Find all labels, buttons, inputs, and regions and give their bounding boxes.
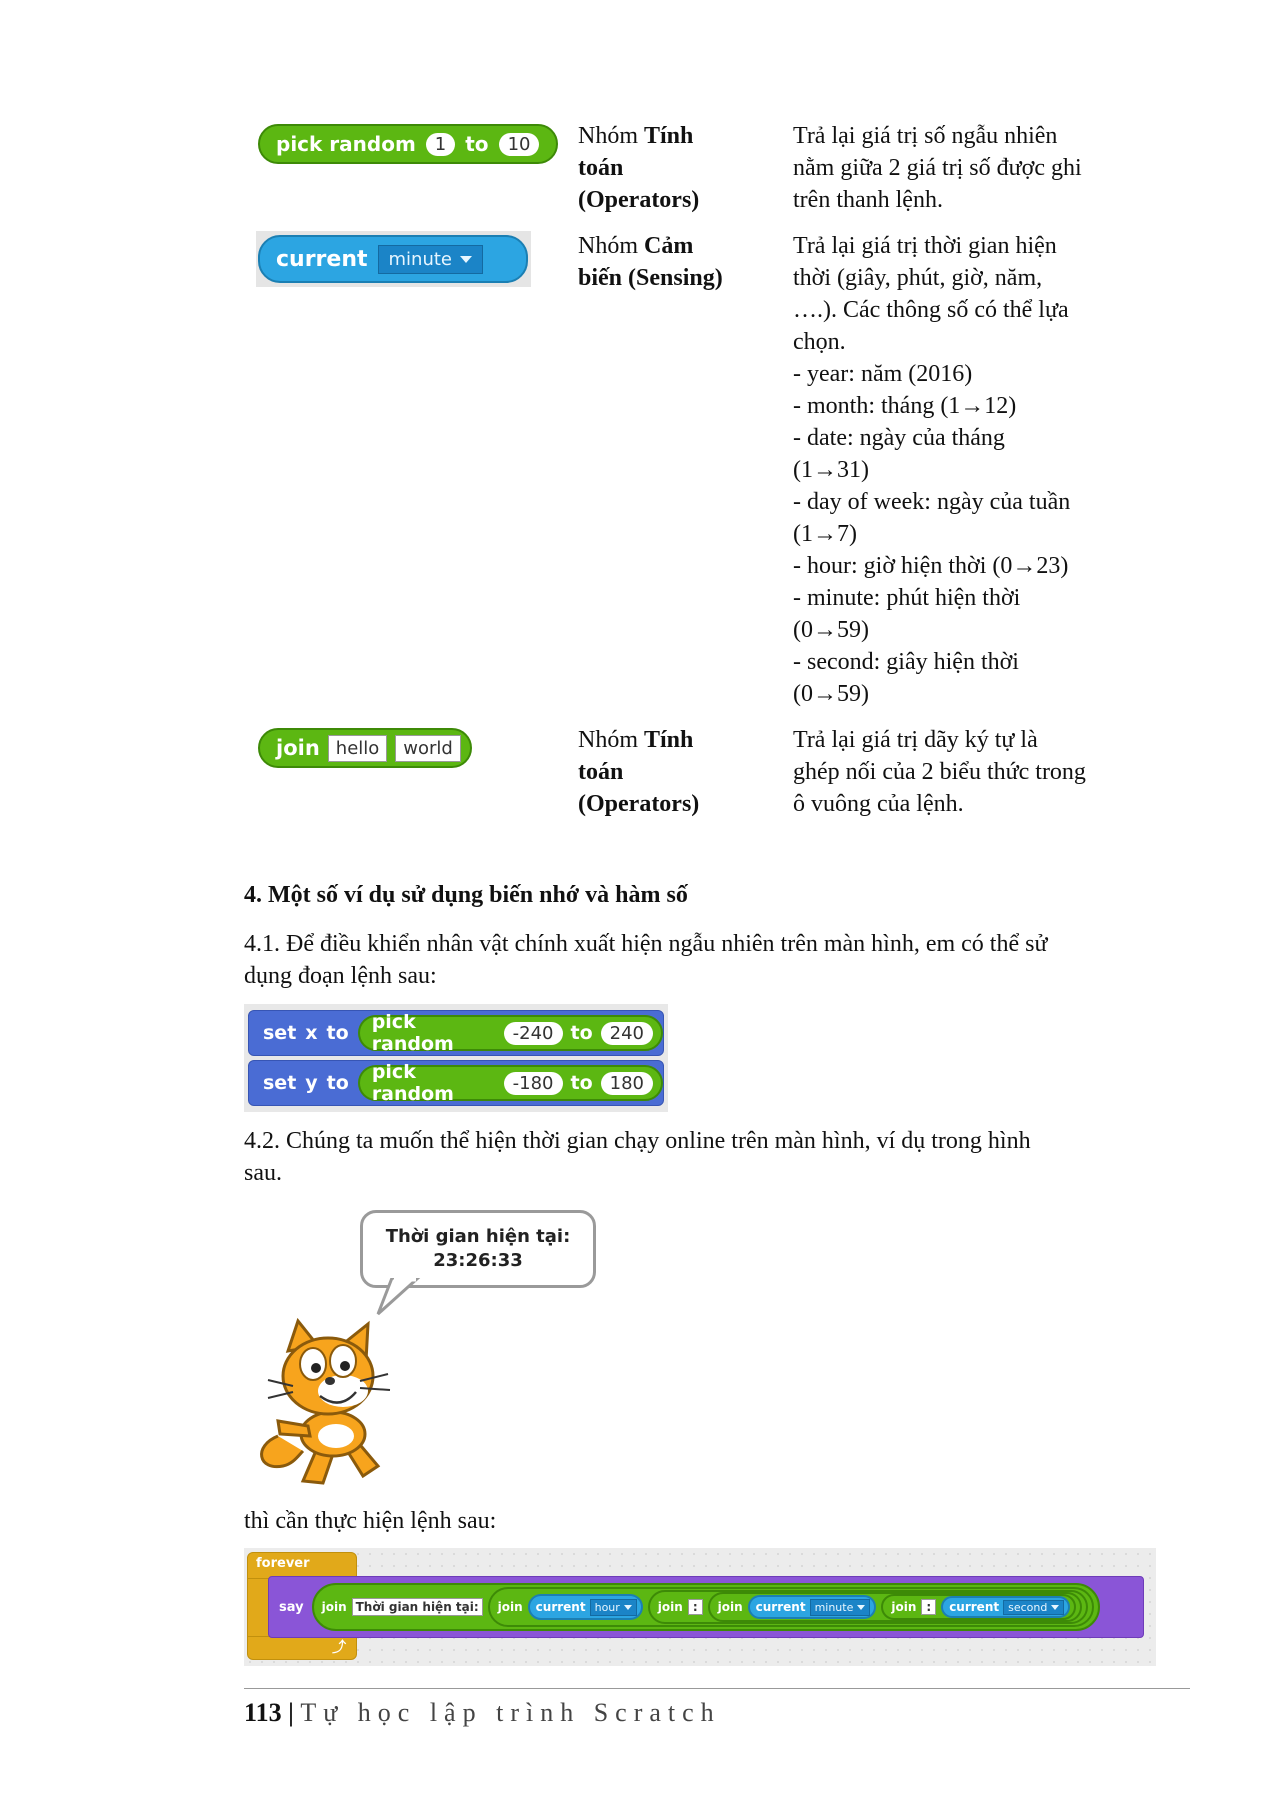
current-block (941, 1596, 1070, 1618)
option-dropdown (810, 1599, 871, 1616)
number-slot: 240 (601, 1022, 653, 1045)
chevron-down-icon (1051, 1605, 1059, 1610)
block-keyword: join (321, 1600, 347, 1614)
description-line: Trả lại giá trị thời gian hiện (793, 233, 1057, 259)
loop-arrow-icon: ⤴ (332, 1640, 346, 1656)
forever-block-bottom (247, 1636, 357, 1660)
block-keyword: forever (256, 1556, 310, 1571)
block-keyword: current (535, 1600, 586, 1614)
group-name: Cảm (644, 233, 694, 259)
dropdown-value: hour (594, 1600, 620, 1614)
group-prefix: Nhóm (578, 727, 644, 753)
set-y-block (248, 1060, 664, 1106)
group-name: Tính (644, 123, 694, 149)
footer-rule (244, 1688, 1190, 1689)
option-dropdown (1003, 1600, 1064, 1615)
description-line: (1→7) (793, 521, 857, 547)
pick-random-block (358, 1011, 663, 1055)
group-name: toán (578, 155, 624, 181)
group-prefix: Nhóm (578, 123, 644, 149)
group-name: Tính (644, 727, 694, 753)
block-keyword: join (891, 1600, 917, 1614)
set-x-block (248, 1010, 664, 1056)
block-keyword: pick random (276, 132, 416, 156)
pick-random-block (358, 1061, 663, 1105)
block-keyword: pick random (371, 1061, 454, 1105)
block-keyword: current (276, 246, 368, 272)
description-line: chọn. (793, 329, 846, 355)
page-footer (244, 1698, 721, 1728)
description-cell-3 (793, 724, 1086, 820)
section-heading: 4. Một số ví dụ sử dụng biến nhớ và hàm số (244, 882, 688, 908)
block-keyword: to (570, 1022, 593, 1044)
description-line: (0→59) (793, 681, 869, 707)
number-slot: -240 (504, 1022, 563, 1045)
block-keyword: pick random (371, 1011, 454, 1055)
description-line: ghép nối của 2 biểu thức trong (793, 759, 1086, 785)
text-slot: hello (328, 735, 388, 762)
book-title: Tự học lập trình Scratch (300, 1698, 721, 1727)
block-keyword: y (305, 1072, 318, 1094)
description-line: Trả lại giá trị số ngẫu nhiên (793, 123, 1058, 149)
block-keyword: join (717, 1600, 743, 1614)
paragraph-line: sau. (244, 1160, 282, 1186)
pick-random-block (258, 124, 558, 164)
number-slot: 1 (426, 133, 455, 156)
dropdown-value: second (1008, 1600, 1048, 1614)
description-line: - minute: phút hiện thời (793, 585, 1021, 611)
current-block (748, 1595, 877, 1619)
motion-script (244, 1004, 668, 1112)
chevron-down-icon (857, 1605, 865, 1610)
text-slot: : (688, 1599, 703, 1615)
block-keyword: x (305, 1022, 318, 1044)
paragraph-line: 4.2. Chúng ta muốn thể hiện thời gian chạy online trên màn hình, ví dụ trong hình (244, 1128, 1031, 1154)
current-block (258, 235, 528, 283)
paragraph-line: dụng đoạn lệnh sau: (244, 963, 437, 989)
block-keyword: join (497, 1600, 523, 1614)
text-slot: Thời gian hiện tại: (352, 1598, 483, 1616)
group-cell-2 (578, 230, 723, 294)
current-block (528, 1594, 643, 1620)
description-line: Trả lại giá trị dãy ký tự là (793, 727, 1038, 753)
paragraph-4-1 (244, 928, 1047, 992)
description-line: - second: giây hiện thời (793, 649, 1019, 675)
block-keyword: current (755, 1600, 806, 1614)
block-keyword: join (276, 736, 320, 760)
join-block (258, 728, 472, 768)
group-name: biến (Sensing) (578, 265, 723, 291)
group-cell-1 (578, 120, 699, 216)
block-keyword: to (326, 1022, 349, 1044)
block-keyword: to (570, 1072, 593, 1094)
block-keyword: to (465, 132, 489, 156)
description-line: (1→31) (793, 457, 869, 483)
join-block (312, 1583, 1101, 1631)
block-keyword: to (326, 1072, 349, 1094)
join-block (488, 1587, 1095, 1627)
description-line: thời (giây, phút, giờ, năm, (793, 265, 1043, 291)
dropdown-value: minute (814, 1600, 854, 1614)
group-name: (Operators) (578, 791, 700, 817)
bubble-line: 23:26:33 (433, 1250, 523, 1271)
description-line: (0→59) (793, 617, 869, 643)
text-slot: world (395, 735, 461, 762)
group-name: (Operators) (578, 187, 700, 213)
description-line: ô vuông của lệnh. (793, 791, 964, 817)
block-keyword: join (657, 1600, 683, 1614)
option-dropdown (590, 1599, 637, 1616)
text-slot: : (921, 1599, 936, 1615)
group-prefix: Nhóm (578, 233, 644, 259)
description-line: trên thanh lệnh. (793, 187, 943, 213)
footer-separator: | (288, 1698, 294, 1727)
group-name: toán (578, 759, 624, 785)
scratch-cat-icon (248, 1316, 418, 1486)
group-cell-3 (578, 724, 699, 820)
speech-bubble (360, 1210, 596, 1288)
description-line: - year: năm (2016) (793, 361, 973, 387)
dropdown-value: minute (388, 248, 452, 270)
block-keyword: say (279, 1599, 304, 1615)
description-line: - month: tháng (1→12) (793, 393, 1017, 419)
say-block (268, 1576, 1144, 1638)
paragraph-4-3: thì cần thực hiện lệnh sau: (244, 1508, 497, 1534)
number-slot: -180 (504, 1072, 563, 1095)
description-cell-2 (793, 230, 1070, 710)
description-line: - day of week: ngày của tuần (793, 489, 1071, 515)
join-block (881, 1594, 1076, 1620)
block-keyword: current (949, 1600, 1000, 1614)
option-dropdown (378, 245, 483, 274)
description-line: - date: ngày của tháng (793, 425, 1005, 451)
block-keyword: set (263, 1022, 297, 1044)
forever-script (244, 1548, 1156, 1666)
bubble-line: Thời gian hiện tại: (385, 1226, 571, 1247)
page-number: 113 (244, 1698, 282, 1727)
join-block (648, 1590, 1089, 1624)
number-slot: 180 (601, 1072, 653, 1095)
paragraph-line: 4.1. Để điều khiển nhân vật chính xuất hiện ngẫu nhiên trên màn hình, em có thể sử (244, 931, 1048, 957)
block-keyword: set (263, 1072, 297, 1094)
chevron-down-icon (460, 256, 472, 263)
description-line: nằm giữa 2 giá trị số được ghi (793, 155, 1082, 181)
number-slot: 10 (499, 133, 540, 156)
description-line: - hour: giờ hiện thời (0→23) (793, 553, 1069, 579)
join-block (708, 1592, 1083, 1622)
paragraph-4-2 (244, 1125, 1031, 1189)
description-cell-1 (793, 120, 1082, 216)
chevron-down-icon (624, 1605, 632, 1610)
description-line: ….). Các thông số có thể lựa (793, 297, 1069, 323)
bubble-tail (370, 1278, 430, 1318)
